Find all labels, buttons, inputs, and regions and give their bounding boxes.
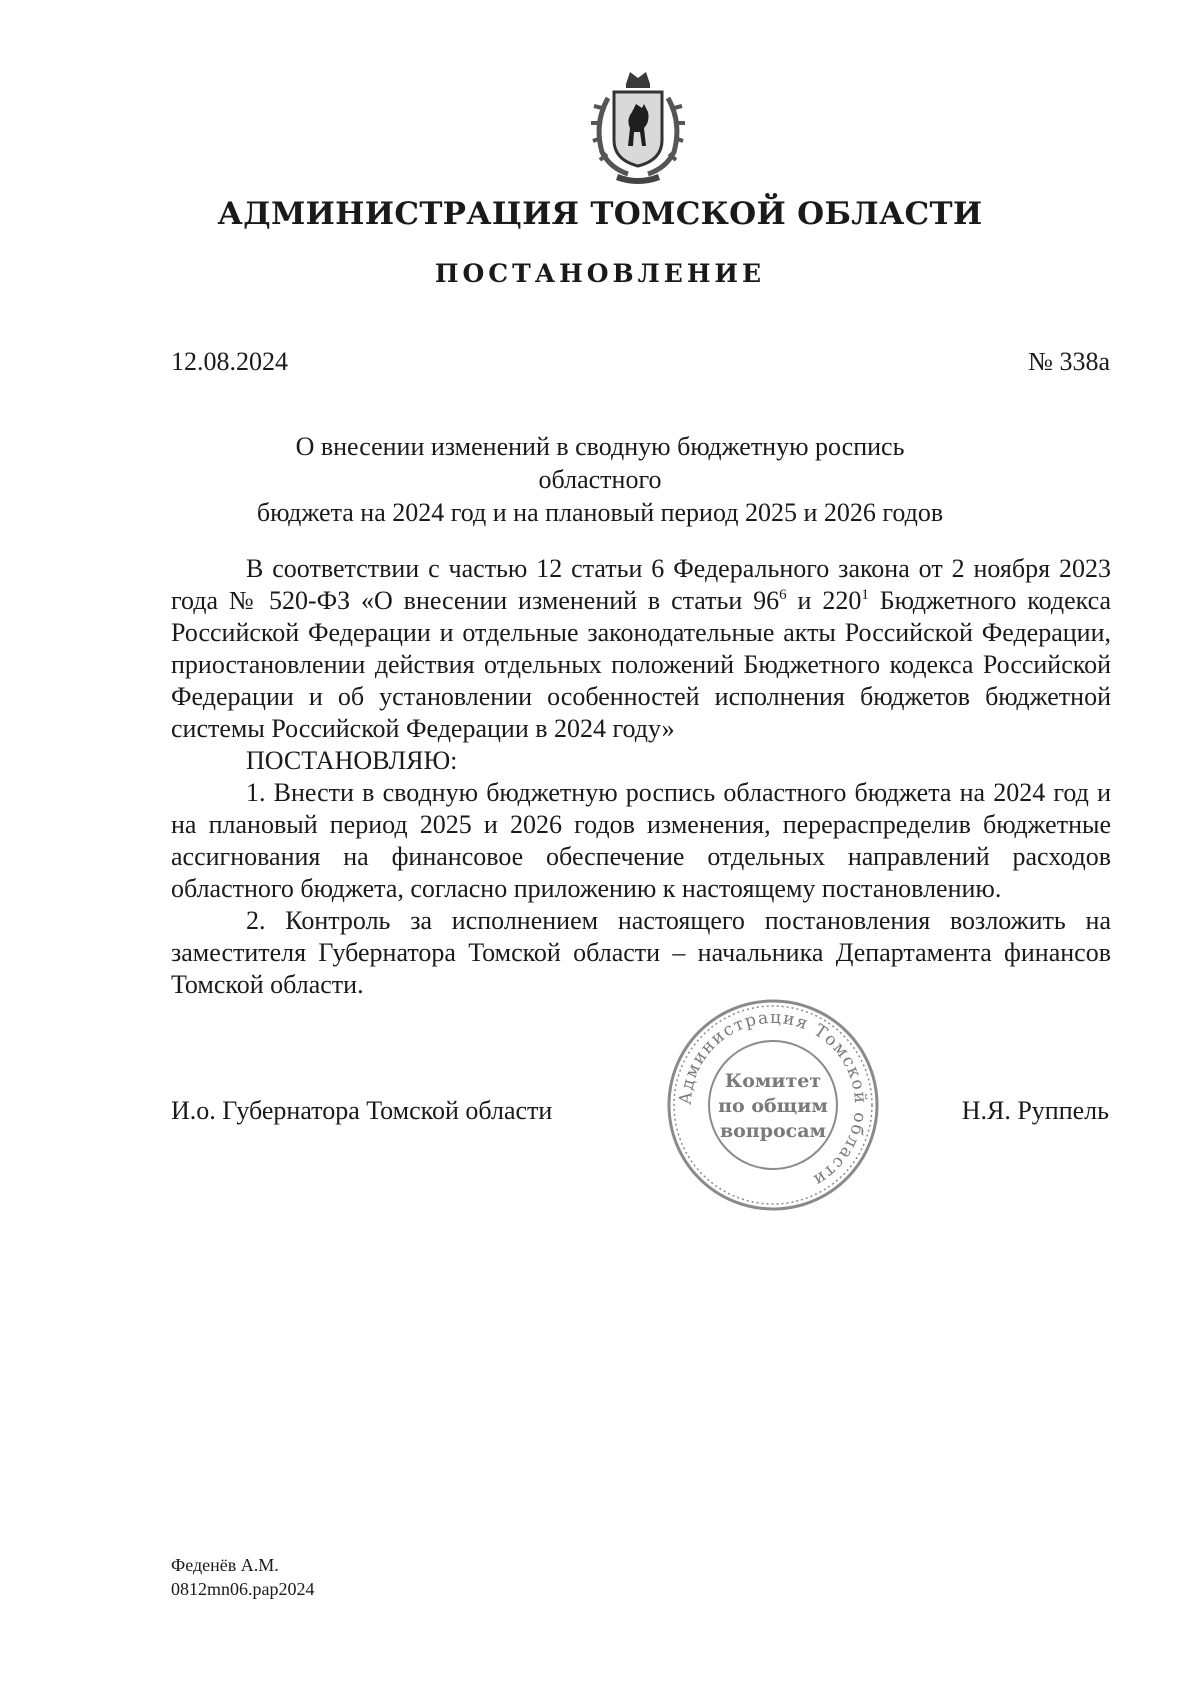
decree-item-2: 2. Контроль за исполнением настоящего постановления возложить на заместителя Губернатора Томской области – начальника Департамента финансов Томской области. [171,906,1111,999]
seal-line-3: вопросам [719,1120,827,1142]
preamble-text-c: Бюджетного кодекса Российской Федерации и отдельные законодательные акты Российской Федерации, приостановлении действия отдельных положений Бюджетного кодекса Российской Федерации и об установлении особенностей исполнения бюджетов бюджетной системы Российской Федерации в 2024 году» [171,586,1111,743]
seal-ring-text: Администрация Томской области [675,1007,871,1191]
decree-item-1: 1. Внести в сводную бюджетную роспись областного бюджета на 2024 год и на плановый период 2025 и 2026 годов изменения, перераспределив бюджетные ассигнования на финансовое обеспечение отдельных направлений расходов областного бюджета, согласно приложению к настоящему постановлению. [171,778,1111,903]
document-subject [240,430,960,529]
signer-name: Н.Я. Руппель [961,1096,1109,1125]
official-seal [663,995,883,1215]
seal-line-2: по общим [718,1095,828,1117]
seal-line-1: Комитет [724,1070,822,1092]
document-type: ПОСТАНОВЛЕНИЕ [434,259,766,288]
organization-title: АДМИНИСТРАЦИЯ ТОМСКОЙ ОБЛАСТИ [217,196,983,232]
signer-title: И.о. Губернатора Томской области [171,1096,553,1125]
superscript-article-220: 1 [861,587,869,603]
preamble-paragraph [171,553,1111,745]
document-body [171,553,1111,1001]
coat-of-arms-emblem [588,68,688,186]
subject-line-2: бюджета на 2024 год и на плановый период 2025 и 2026 годов [256,498,944,527]
document-number: № 338а [1028,347,1110,376]
decree-word: ПОСТАНОВЛЯЮ: [246,746,458,775]
preamble-text-a: В соответствии с частью 12 статьи 6 Федерального закона от 2 ноября 2023 года № 520-ФЗ «О внесении изменений в статьи 96 [171,554,1111,615]
subject-line-1: О внесении изменений в сводную бюджетную роспись областного [295,432,905,494]
file-code: 0812mn06.pap2024 [171,1579,315,1599]
executor-name: Феденёв А.М. [171,1555,279,1575]
executor-footer [171,1553,315,1601]
preamble-text-b: и 220 [786,586,862,615]
document-date: 12.08.2024 [171,347,288,376]
superscript-article-96: 6 [779,587,787,603]
